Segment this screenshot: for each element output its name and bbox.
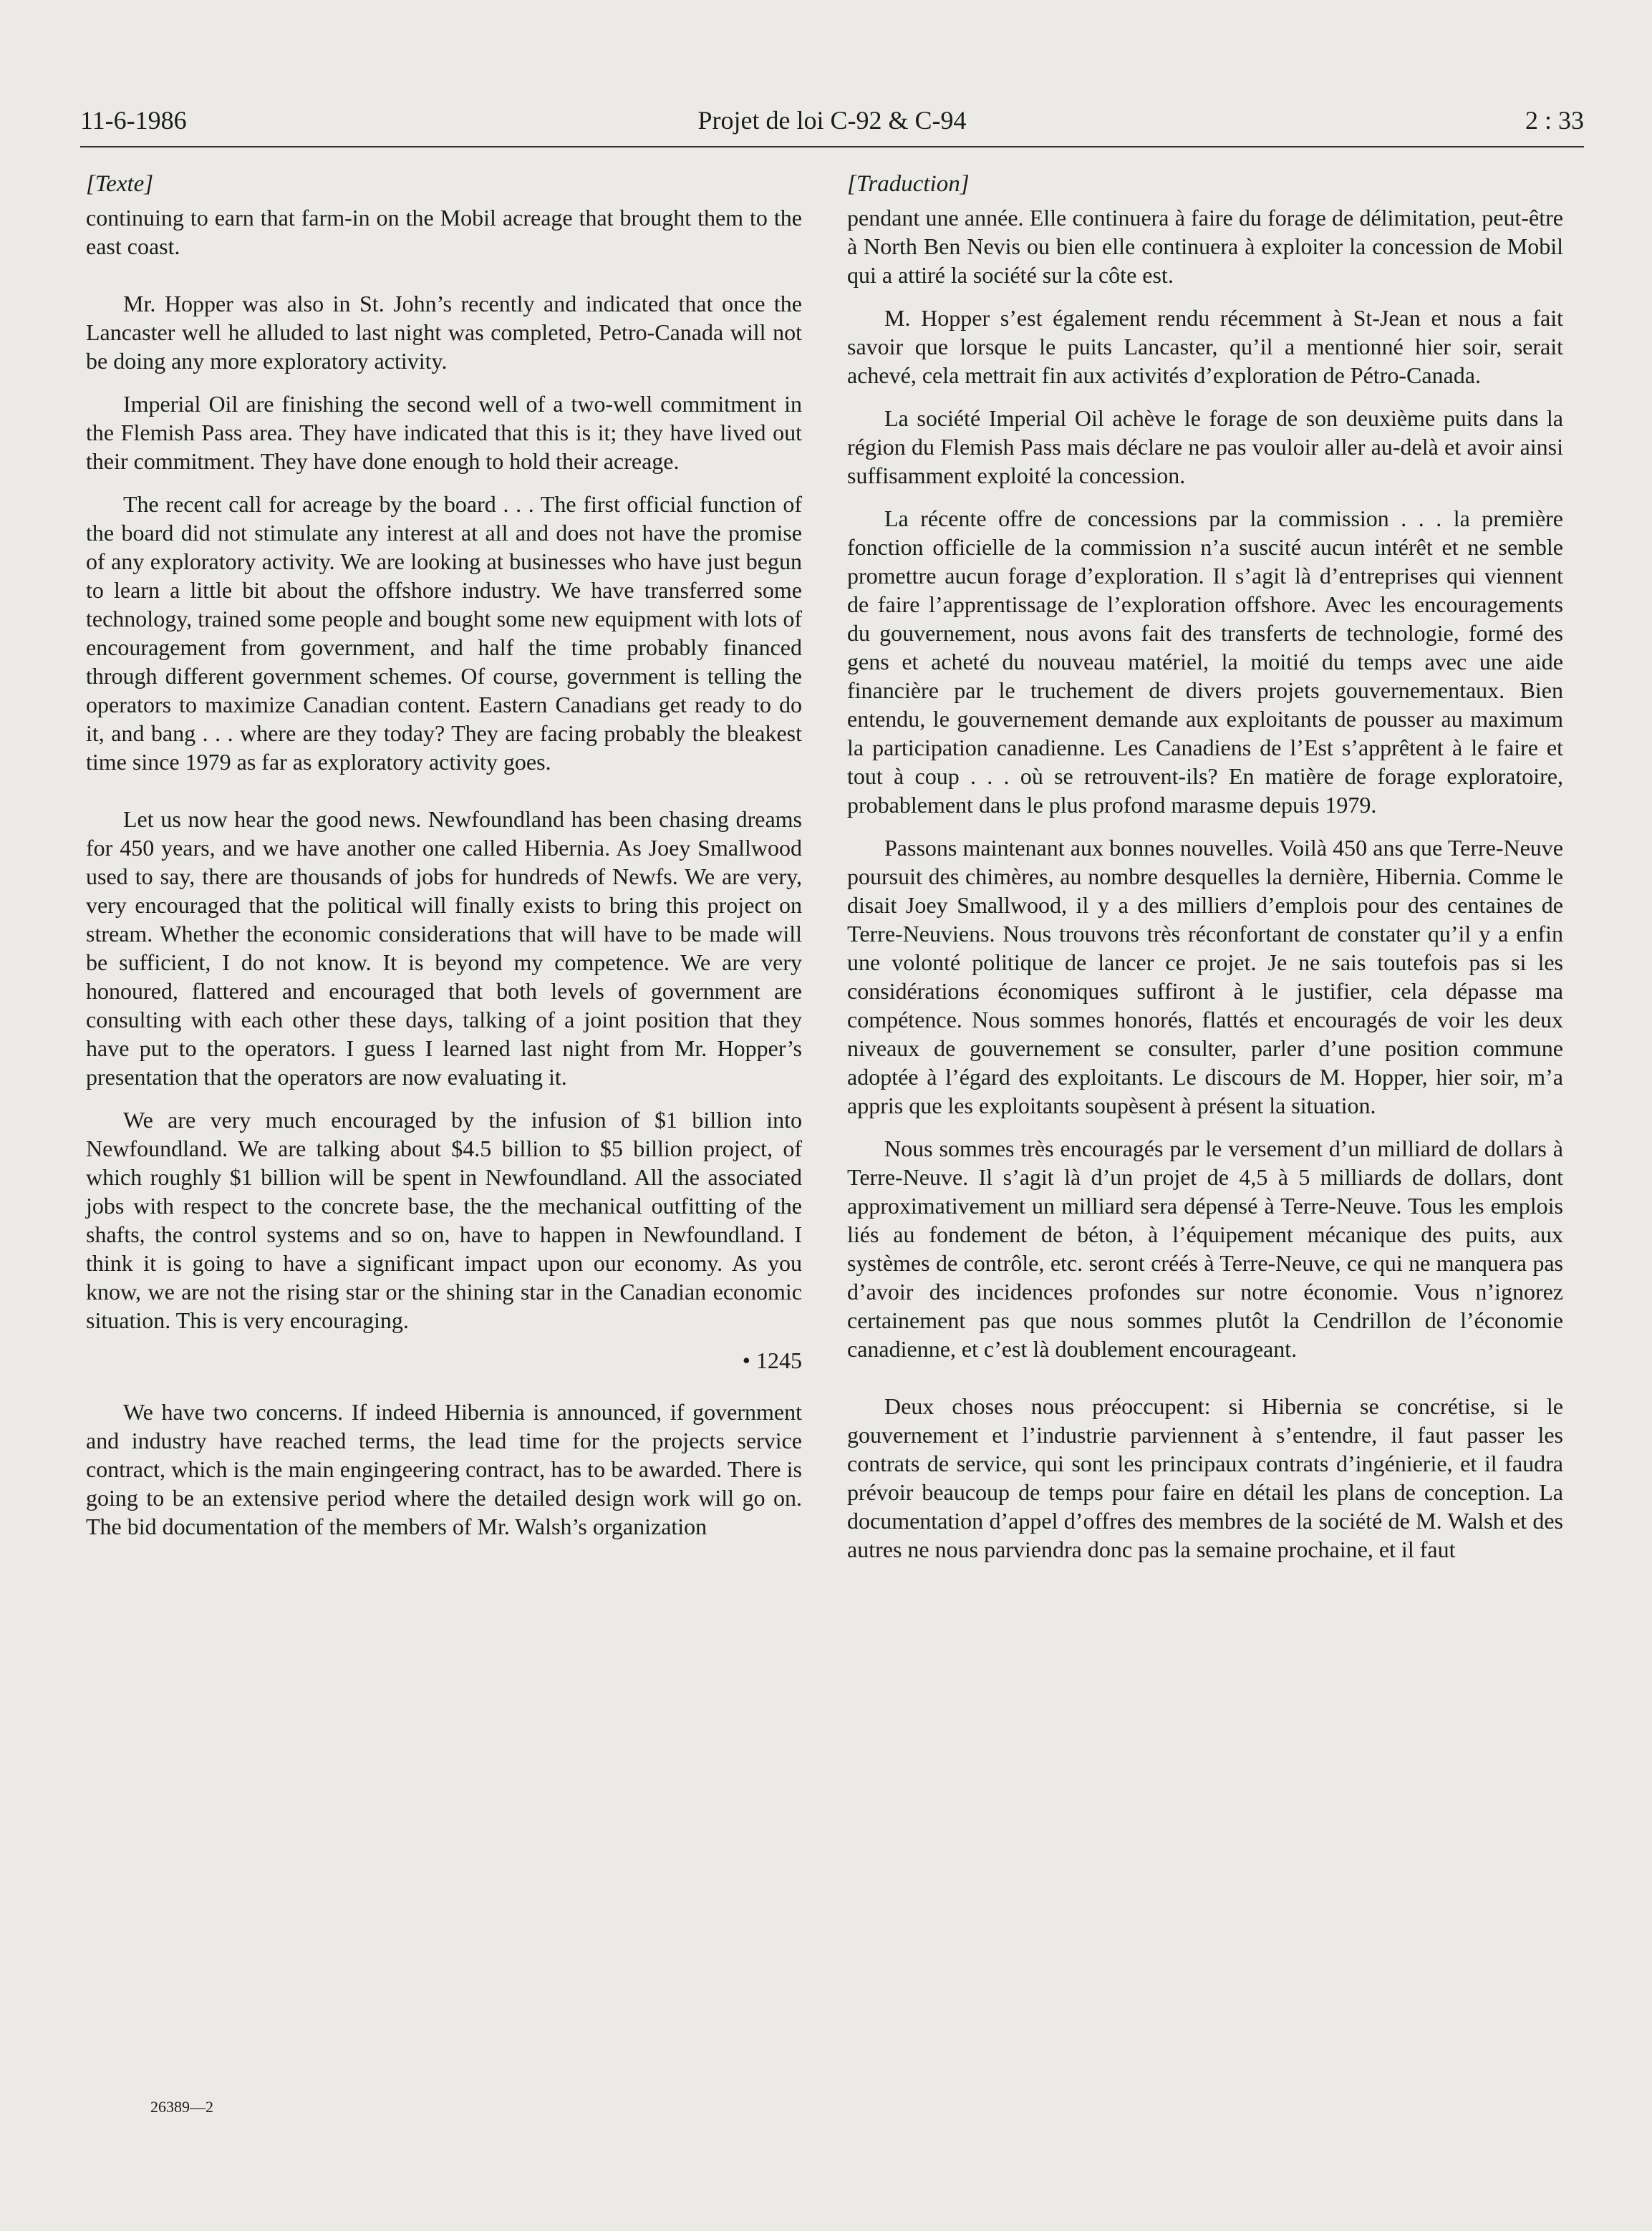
header-page-number: 2 : 33 [1525,106,1584,135]
fr-paragraph: M. Hopper s’est également rendu récemment à St-Jean et nous a fait savoir que lorsque le puits Lancaster, qu’il a mentionné hier soir, serait achevé, cela mettrait fin aux activités d’exploration de Pétro-Canada. [847,305,1563,388]
fr-paragraph: Nous sommes très encouragés par le versement d’un milliard de dollars à Terre-Neuve. Il s’agit là d’un projet de 4,5 à 5 milliards de dollars, dont approximativement un milliard sera dépensé à Terre-Neuve. Tous les emplois liés au fondement de béton, à l’équipement mécanique des puits, aux systèmes de contrôle, etc. seront créés à Terre-Neuve, ce qui ne manquera pas d’avoir des incidences profondes sur notre économie. Vous n’ignorez certainement pas que nous sommes plutôt la Cendrillon de l’économie canadienne, et c’est là doublement encourageant. [847,1136,1563,1362]
running-header [80,99,1584,142]
en-paragraph: Imperial Oil are finishing the second well of a two-well commitment in the Flemish Pass area. They have indicated that this is it; they have lived out their commitment. They have done enough to hold their acreage. [86,391,802,474]
en-paragraph: continuing to earn that farm-in on the Mobil acreage that brought them to the east coast. [86,205,802,259]
traduction-tag: [Traduction] [847,171,970,197]
en-paragraph: Let us now hear the good news. Newfoundland has been chasing dreams for 450 years, and we have another one called Hibernia. As Joey Smallwood used to say, there are thousands of jobs for hundreds of Newfs. We are very, very encouraged that the political will finally exists to bring this project on stream. Whether the economic considerations that will have to be made will be sufficient, I do not know. It is beyond my competence. We are very honoured, flattered and encouraged that both levels of government are consulting with each other these days, talking of a joint position that they have put to the operators. I guess I learned last night from Mr. Hopper’s presentation that the operators are now evaluating it. [86,806,802,1090]
fr-paragraph: Passons maintenant aux bonnes nouvelles. Voilà 450 ans que Terre-Neuve poursuit des chimères, au nombre desquelles la dernière, Hibernia. Comme le disait Joey Smallwood, il y a des milliers d’emplois pour des centaines de Terre-Neuviens. Nous trouvons très réconfortant de constater qu’il y a enfin une volonté politique de lancer ce projet. Je ne sais toutefois pas si les considérations économiques suffiront à le justifier, cela dépasse ma compétence. Nous sommes honorés, flattés et encouragés de voir les deux niveaux de gouvernement se consulter, parler d’une position commune adoptée à l’égard des exploitants. Le discours de M. Hopper, hier soir, m’a appris que les exploitants soupèsent à présent la situation. [847,835,1563,1118]
texte-tag: [Texte] [86,171,154,197]
time-marker: • 1245 [742,1347,802,1373]
print-code: 26389—2 [150,2098,213,2116]
english-column [86,166,802,1541]
en-paragraph: We have two concerns. If indeed Hibernia is announced, if government and industry have reached terms, the lead time for the projects service contract, which is the main engingeering contract, has to be awarded. There is going to be an extensive period where the detailed design work will go on. The bid documentation of the members of Mr. Walsh’s organization [86,1399,802,1539]
fr-paragraph: La société Imperial Oil achève le forage de son deuxième puits dans la région du Flemish Pass mais déclare ne pas vouloir aller au-delà et avoir ainsi suffisamment exploité la concession. [847,405,1563,488]
header-rule [80,146,1584,147]
en-paragraph: The recent call for acreage by the board . . . The first official function of the board did not stimulate any interest at all and does not have the promise of any exploratory activity. We are looking at businesses who have just begun to learn a little bit about the offshore industry. We have transferred some technology, trained some people and bought some new equipment with lots of encouragement from government, and half the time probably financed through different government schemes. Of course, government is telling the operators to maximize Canadian content. Eastern Canadians get ready to do it, and bang . . . where are they today? They are facing probably the bleakest time since 1979 as far as exploratory activity goes. [86,491,802,775]
fr-paragraph: La récente offre de concessions par la commission . . . la première fonction officielle de la commission n’a suscité aucun intérêt et ne semble promettre aucun forage d’exploration. Il s’agit là d’entreprises qui viennent de faire l’apprentissage de l’exploration offshore. Avec les encouragements du gouvernement, nous avons fait des transferts de technologie, formé des gens et acheté du nouveau matériel, la moitié du temps avec une aide financière par le truchement de divers projets gouvernementaux. Bien entendu, le gouvernement demande aux exploitants de pousser au maximum la participation canadienne. Les Canadiens de l’Est s’apprêtent à le faire et tout à coup . . . où se retrouvent-ils? En matière de forage exploratoire, probablement dans le plus profond marasme depuis 1979. [847,505,1563,818]
fr-paragraph: Deux choses nous préoccupent: si Hibernia se concrétise, si le gouvernement et l’industrie parviennent à s’entendre, il faut passer les contrats de service, qui sont les principaux contrats d’ingénierie, et il faudra prévoir beaucoup de temps pour faire en détail les plans de conception. La documentation d’appel d’offres des membres de la société de M. Walsh et des autres ne nous parviendra donc pas la semaine prochaine, et il faut [847,1393,1563,1562]
fr-paragraph: pendant une année. Elle continuera à faire du forage de délimitation, peut-être à North Ben Nevis ou bien elle continuera à exploiter la concession de Mobil qui a attiré la société sur la côte est. [847,205,1563,288]
header-title: Projet de loi C-92 & C-94 [697,106,967,135]
en-paragraph: Mr. Hopper was also in St. John’s recently and indicated that once the Lancaster well he alluded to last night was completed, Petro-Canada will not be doing any more exploratory activity. [86,291,802,374]
french-column [847,166,1563,1564]
en-paragraph: We are very much encouraged by the infusion of $1 billion into Newfoundland. We are talking about $4.5 billion to $5 billion project, of which roughly $1 billion will be spent in Newfoundland. All the associated jobs with respect to the concrete base, the the mechanical outfitting of the shafts, the control systems and so on, have to happen in Newfoundland. I think it is going to have a significant impact upon our economy. As you know, we are not the rising star or the shining star in the Canadian economic situation. This is very encouraging. [86,1107,802,1333]
header-date: 11-6-1986 [80,106,187,135]
